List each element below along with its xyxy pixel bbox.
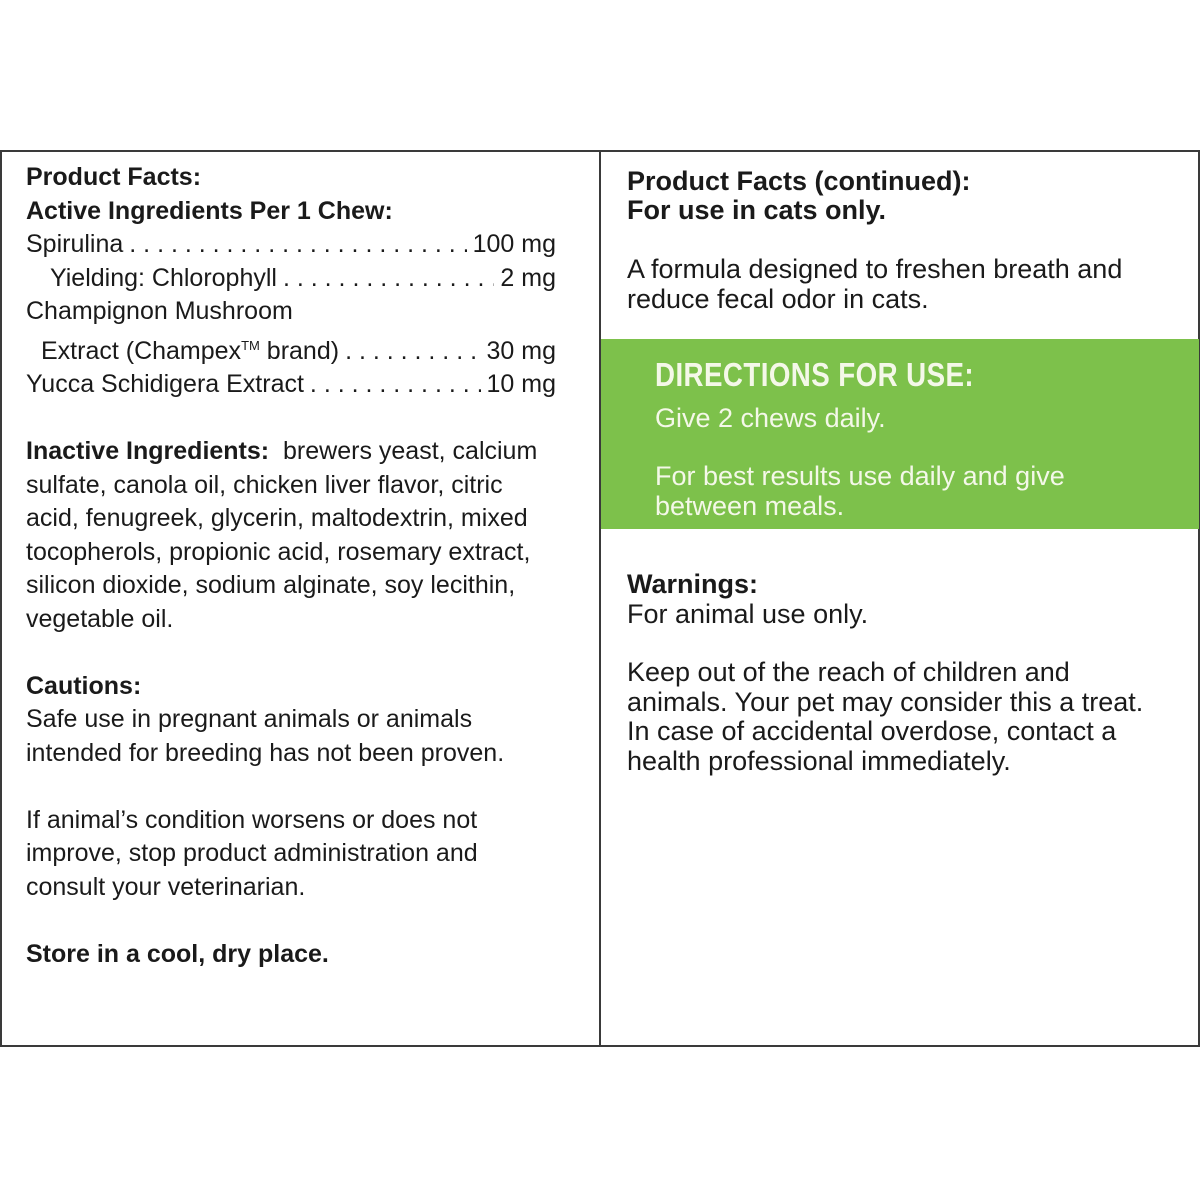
product-facts-continued-heading: Product Facts (continued): — [627, 166, 971, 196]
ingredient-amount: 2 mg — [500, 263, 556, 292]
right-panel-top — [627, 167, 1187, 314]
condition-text: If animal’s condition worsens or does not improve, stop product administration and consult your veterinarian. — [26, 805, 478, 901]
left-panel-content — [26, 161, 556, 971]
ingredient-amount: 100 mg — [472, 230, 556, 258]
cautions-text: Safe use in pregnant animals or animals intended for breeding has not been proven. — [26, 705, 505, 767]
right-label-panel — [599, 150, 1200, 1047]
ingredient-row-champex — [26, 329, 556, 369]
ingredient-row-yucca — [26, 368, 556, 402]
keep-out-text: Keep out of the reach of children and animals. Your pet may consider this a treat. In case of accidental overdose, contact a health professional immediately. — [627, 657, 1144, 776]
leader-dots — [310, 368, 481, 402]
directions-banner — [601, 339, 1199, 529]
ingredient-name: Extract (Champex™ brand) — [41, 336, 340, 365]
inactive-ingredients-label: Inactive Ingredients: — [26, 437, 270, 465]
right-panel-bottom — [627, 569, 1187, 776]
cautions-heading: Cautions: — [26, 671, 142, 700]
leader-dots — [345, 335, 480, 369]
directions-line-1: Give 2 chews daily. — [655, 403, 886, 433]
ingredient-row-champignon: Champignon Mushroom — [26, 297, 293, 325]
ingredient-amount: 10 mg — [486, 370, 556, 398]
leader-dots — [283, 262, 494, 296]
inactive-ingredients — [26, 435, 556, 636]
inactive-ingredients-text: brewers yeast, calcium sulfate, canola oil, chicken liver flavor, citric acid, fenugreek, glycerin, maltodextrin, mixed tocopherols, propionic acid, rosemary extract, silicon dioxide, sodium alginate, soy lecithin, vegetable oil. — [26, 437, 538, 633]
warnings-text: For animal use only. — [627, 599, 869, 629]
storage-text: Store in a cool, dry place. — [26, 939, 329, 968]
ingredient-row-chlorophyll — [26, 262, 556, 296]
ingredient-name: Spirulina — [26, 230, 124, 258]
cats-only-heading: For use in cats only. — [627, 195, 887, 225]
directions-heading: DIRECTIONS FOR USE: — [655, 356, 975, 393]
leader-dots — [129, 228, 466, 262]
ingredient-row-spirulina — [26, 228, 556, 262]
ingredient-name: Yielding: Chlorophyll — [50, 263, 277, 292]
left-label-panel — [0, 150, 601, 1047]
formula-text: A formula designed to freshen breath and reduce fecal odor in cats. — [627, 254, 1123, 314]
directions-line-2: For best results use daily and give between meals. — [655, 461, 1065, 521]
active-ingredients-heading: Active Ingredients Per 1 Chew: — [26, 196, 393, 225]
product-facts-heading: Product Facts: — [26, 163, 202, 191]
warnings-heading: Warnings: — [627, 569, 758, 599]
ingredient-amount: 30 mg — [486, 336, 556, 365]
ingredient-name: Yucca Schidigera Extract — [26, 370, 304, 398]
trademark-mark: TM — [241, 337, 260, 353]
